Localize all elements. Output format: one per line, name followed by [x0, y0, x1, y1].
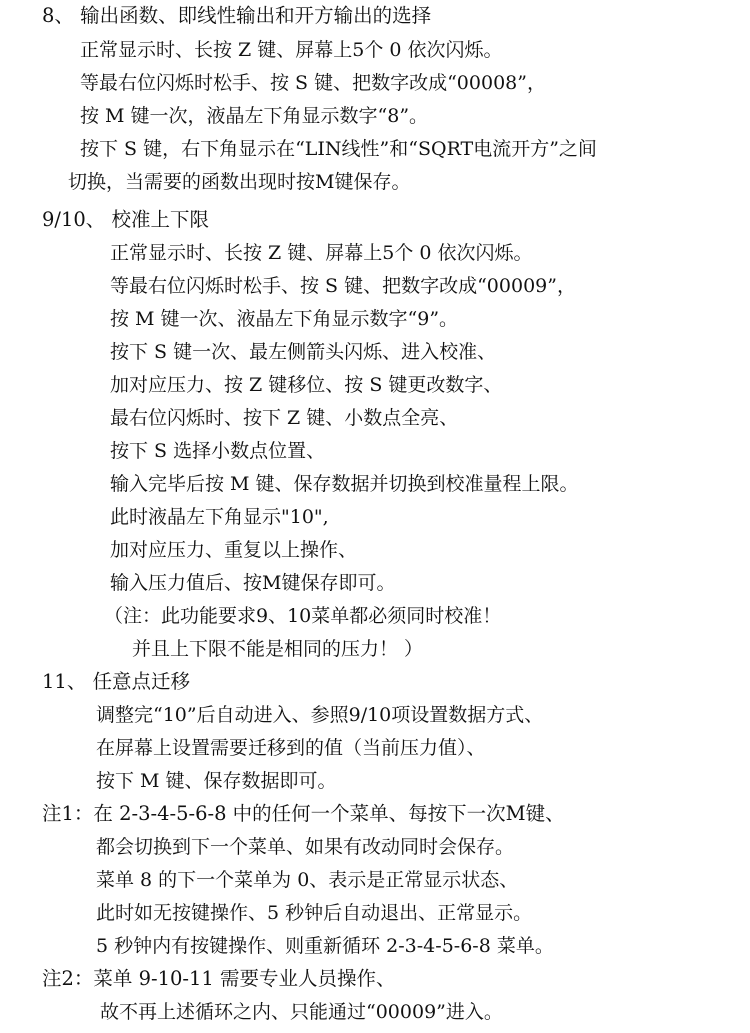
- section-9-10-line-4: 按下 S 键一次、最左侧箭头闪烁、进入校准、: [110, 341, 497, 363]
- section-8-line-4: 按下 S 键，右下角显示在“LIN线性”和“SQRT电流开方”之间: [80, 138, 597, 160]
- section-9-10-line-10: 加对应压力、重复以上操作、: [110, 539, 358, 561]
- section-8-line-5: 切换，当需要的函数出现时按M键保存。: [68, 171, 411, 193]
- section-11-line-2: 在屏幕上设置需要迁移到的值（当前压力值）、: [96, 737, 486, 759]
- note-1-line-4: 5 秒钟内有按键操作、则重新循环 2-3-4-5-6-8 菜单。: [96, 935, 554, 957]
- section-8-line-1: 正常显示时、长按 Z 键、屏幕上5个 0 依次闪烁。: [80, 39, 503, 61]
- note-1-line-1: 都会切换到下一个菜单、如果有改动同时会保存。: [96, 836, 515, 858]
- section-8-heading: 8、 输出函数、即线性输出和开方输出的选择: [42, 4, 432, 27]
- section-11-heading: 11、 任意点迁移: [42, 670, 191, 693]
- note-1-line-2: 菜单 8 的下一个菜单为 0、表示是正常显示状态、: [96, 869, 519, 891]
- note-2-heading: 注2：菜单 9-10-11 需要专业人员操作、: [42, 967, 396, 990]
- section-9-10-note-line-1: （注：此功能要求9、10菜单都必须同时校准！: [104, 605, 502, 627]
- section-9-10-line-7: 按下 S 选择小数点位置、: [110, 440, 326, 462]
- section-8-line-3: 按 M 键一次，液晶左下角显示数字“8”。: [80, 105, 429, 127]
- section-9-10-line-8: 输入完毕后按 M 键、保存数据并切换到校准量程上限。: [110, 473, 579, 495]
- section-9-10-line-3: 按 M 键一次、液晶左下角显示数字“9”。: [110, 308, 459, 330]
- section-8-line-2: 等最右位闪烁时松手、按 S 键、把数字改成“00008”，: [80, 72, 546, 94]
- section-9-10-line-2: 等最右位闪烁时松手、按 S 键、把数字改成“00009”，: [110, 275, 576, 297]
- section-9-10-note-line-2: 并且上下限不能是相同的压力！ ）: [132, 638, 424, 660]
- section-9-10-line-5: 加对应压力、按 Z 键移位、按 S 键更改数字、: [110, 374, 503, 396]
- section-9-10-line-1: 正常显示时、长按 Z 键、屏幕上5个 0 依次闪烁。: [110, 242, 533, 264]
- note-1-line-3: 此时如无按键操作、5 秒钟后自动退出、正常显示。: [96, 902, 533, 924]
- note-2-line-1: 故不再上述循环之内、只能通过“00009”进入。: [100, 1001, 503, 1023]
- section-11-line-1: 调整完“10”后自动进入、参照9/10项设置数据方式、: [96, 704, 544, 726]
- note-1-heading: 注1：在 2-3-4-5-6-8 中的任何一个菜单、每按下一次M键、: [42, 802, 565, 825]
- section-9-10-line-6: 最右位闪烁时、按下 Z 键、小数点全亮、: [110, 407, 459, 429]
- section-9-10-line-11: 输入压力值后、按M键保存即可。: [110, 572, 396, 594]
- section-11-line-3: 按下 M 键、保存数据即可。: [96, 770, 337, 792]
- section-9-10-heading: 9/10、 校准上下限: [42, 208, 209, 231]
- section-9-10-line-9: 此时液晶左下角显示"10",: [110, 506, 329, 528]
